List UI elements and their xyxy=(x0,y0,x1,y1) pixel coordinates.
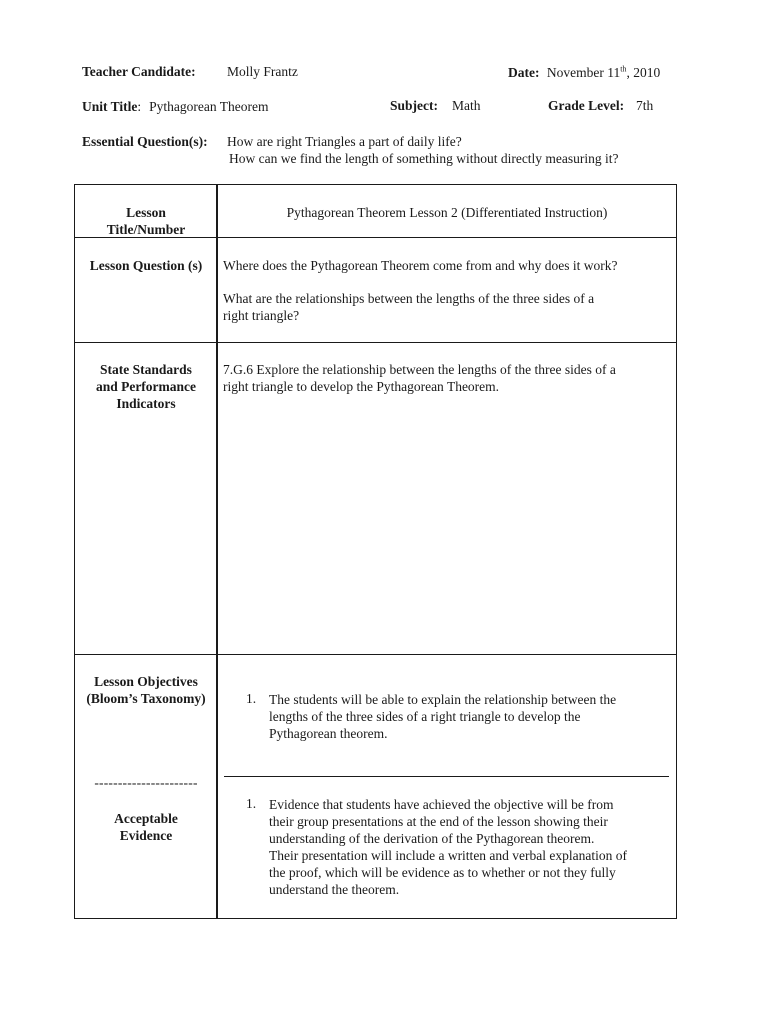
essential-question-1: How are right Triangles a part of daily life? xyxy=(227,134,462,149)
date-label: Date: xyxy=(508,65,540,80)
teacher-candidate-value: Molly Frantz xyxy=(227,64,298,79)
label-separator: ---------------------- xyxy=(94,775,198,790)
row-divider xyxy=(74,342,677,343)
table-border-top xyxy=(74,184,677,185)
unit-title-value: Pythagorean Theorem xyxy=(149,99,269,114)
state-standards-label: State Standards and Performance Indicators xyxy=(95,362,197,411)
state-standards-value: 7.G.6 Explore the relationship between the lengths of the three sides of a right triangle to develop the Pythagorean Theorem. xyxy=(223,362,616,394)
lesson-question-1: Where does the Pythagorean Theorem come from and why does it work? xyxy=(223,258,618,273)
essential-questions-label: Essential Question(s): xyxy=(82,134,208,149)
lesson-question-2: What are the relationships between the lengths of the three sides of a right triangle? xyxy=(223,291,595,323)
objective-number: 1. xyxy=(246,691,257,706)
essential-question-2: How can we find the length of something without directly measuring it? xyxy=(229,151,619,166)
lesson-objectives-label: Lesson Objectives (Bloom’s Taxonomy) xyxy=(86,674,206,706)
table-border-bottom xyxy=(74,918,677,919)
acceptable-evidence-label: Acceptable Evidence xyxy=(114,811,178,843)
teacher-candidate-label: Teacher Candidate: xyxy=(82,64,196,79)
table-border-right xyxy=(676,184,677,919)
lesson-question-label: Lesson Question (s) xyxy=(89,258,203,273)
objective-evidence-divider xyxy=(224,776,669,777)
lesson-title-label: Lesson Title/Number xyxy=(106,205,186,237)
date-row xyxy=(508,64,660,82)
subject-label: Subject: xyxy=(390,98,438,113)
unit-title-row: Unit Title: Pythagorean Theorem xyxy=(82,99,269,114)
row-divider xyxy=(74,654,677,655)
lesson-question-value xyxy=(223,257,673,324)
table-border-left xyxy=(74,184,75,919)
date-value: November 11th, 2010 xyxy=(546,64,661,80)
lesson-title-value: Pythagorean Theorem Lesson 2 (Differentiated Instruction) xyxy=(286,205,608,220)
column-divider xyxy=(216,184,218,919)
grade-level-label: Grade Level: xyxy=(548,98,625,113)
subject-value: Math xyxy=(452,98,481,113)
evidence-text: Evidence that students have achieved the objective will be from their group presentations at the end of the lesson showing their understanding of the derivation of the Pythagorean theorem. Their presentation will include a written and verbal explanation of the proof, which will be evidence as to whether or not they fully understand the theorem. xyxy=(269,797,628,897)
objective-text: The students will be able to explain the relationship between the lengths of the three sides of a right triangle to develop the Pythagorean theorem. xyxy=(269,692,617,741)
evidence-number: 1. xyxy=(246,796,257,811)
unit-title-label: Unit Title xyxy=(82,99,138,114)
grade-level-value: 7th xyxy=(636,98,654,113)
